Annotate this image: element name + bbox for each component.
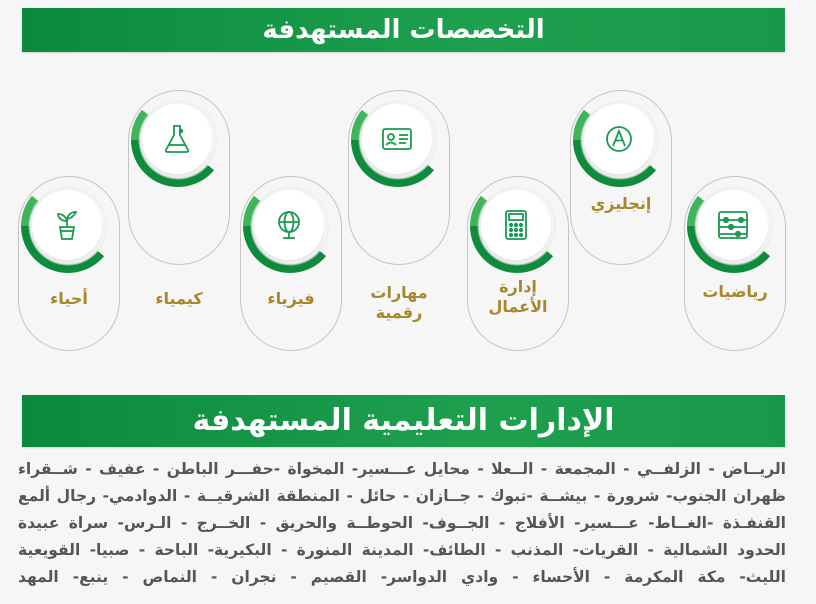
specialty-physics (240, 176, 342, 351)
regions-title: الإدارات التعليمية المستهدفة (192, 403, 615, 438)
flask-icon (159, 121, 195, 157)
specialty-business (467, 176, 569, 351)
letter-a-icon (601, 121, 637, 157)
specialty-label: إدارة الأعمال (488, 277, 548, 316)
regions-line: الليث- مكة المكرمة - الأحساء - وادي الدواسر- القصيم - نجران - النماص - ينبع- المهد (18, 568, 786, 586)
specialty-label: فيزياء (267, 289, 315, 308)
specialty-math (684, 176, 786, 351)
regions-line: الحدود الشمالية - القريات- المذنب - الطائف- المدينة المنورة - البكيرية- الباحة - صبيا- القويعية (18, 541, 786, 559)
specialties-title: التخصصات المستهدفة (262, 15, 545, 45)
regions-banner (22, 395, 785, 447)
abacus-icon (715, 207, 751, 243)
plant-icon (49, 207, 85, 243)
specialty-label: مهارات رقمية (370, 283, 428, 322)
specialty-label: إنجليزي (590, 194, 652, 213)
specialty-english (570, 90, 672, 265)
specialty-chemistry (128, 90, 230, 308)
regions-list (18, 456, 786, 591)
specialty-biology (18, 176, 120, 351)
regions-line: القنفـذة -الغــاط- عـــسير- الأفلاج - الجــوف- الحوطــة والحريق - الخــرج - الـرس- سراة عبيدة (18, 514, 786, 532)
specialties-banner (22, 8, 785, 52)
specialty-label: كيمياء (155, 289, 203, 308)
id-card-icon (379, 121, 415, 157)
calculator-icon (498, 207, 534, 243)
globe-icon (271, 207, 307, 243)
specialty-digital-skills (348, 90, 450, 322)
specialty-label: أحياء (50, 289, 88, 308)
regions-line: ظهران الجنوب- شرورة - بيشــة -تبوك - جــازان - حائل - المنطقة الشرقيــة - الدوادمي- رجال ألمع (18, 487, 786, 505)
regions-line: الريــاض - الزلفــي - المجمعة - الــعلا - محايل عـــسير- المخواة -حفـــر الباطن - عفيف - شــقراء (18, 460, 786, 478)
specialty-label: رياضيات (702, 282, 768, 301)
